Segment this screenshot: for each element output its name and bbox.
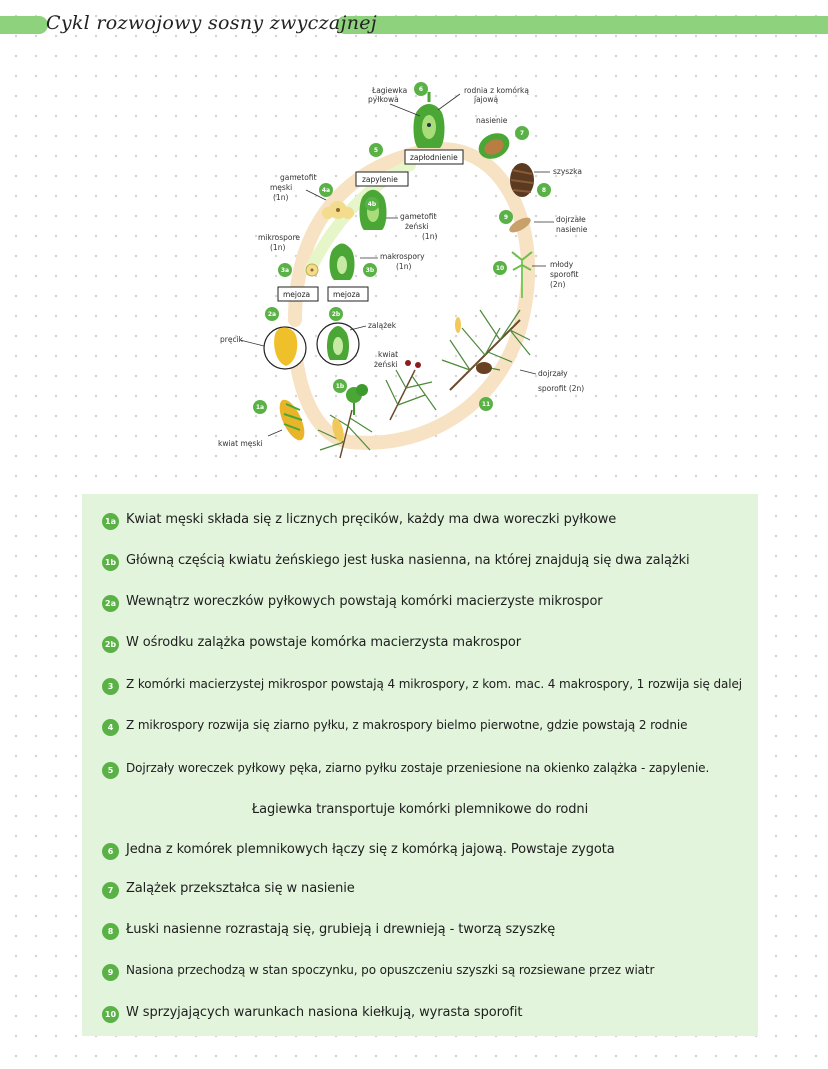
badge-2a (265, 307, 279, 321)
label-lagiewka-1: Łagiewka (372, 86, 408, 95)
note-text: Z komórki macierzystej mikrospor powstają 4 mikrospory, z kom. mac. 4 makrospory, 1 rozwija się dalej (126, 677, 742, 691)
note-2b (82, 632, 758, 658)
note-badge: 8 (102, 923, 119, 940)
note-text: Nasiona przechodzą w stan spoczynku, po opuszczeniu szyszki są rozsiewane przez wiatr (126, 963, 655, 977)
badge-3a (278, 263, 292, 277)
label-gametofit-zenski-2: żeński (405, 222, 429, 231)
pine-cone-icon (510, 163, 534, 197)
note-text: Dojrzały woreczek pyłkowy pęka, ziarno pyłku zostaje przeniesione na okienko zalążka - zapylenie. (126, 761, 710, 775)
title-accent-left (0, 16, 48, 34)
svg-text:5: 5 (373, 147, 379, 154)
label-rodnia-1: rodnia z komórką (464, 86, 529, 95)
svg-text:1b: 1b (335, 383, 345, 390)
label-mikrospore-2: (1n) (270, 243, 286, 252)
note-badge: 1b (102, 554, 119, 571)
label-mlody-3: (2n) (550, 280, 566, 289)
badge-2b (329, 307, 343, 321)
badge-1a (253, 400, 267, 414)
ovule-fertilization-icon (414, 92, 445, 148)
svg-text:6: 6 (418, 86, 424, 93)
note-7 (82, 878, 758, 904)
label-kwiat-zenski-1: kwiat (378, 350, 399, 359)
note-badge: 9 (102, 964, 119, 981)
badge-3b (363, 263, 377, 277)
note-badge: 2b (102, 636, 119, 653)
label-makrospory-2: (1n) (396, 262, 412, 271)
note-9 (82, 960, 758, 986)
note-text: W sprzyjających warunkach nasiona kiełkują, wyrasta sporofit (126, 1005, 523, 1020)
note-badge: 2a (102, 595, 119, 612)
note-badge: 4 (102, 719, 119, 736)
label-mejoza-b: mejoza (333, 290, 361, 299)
note-1a (82, 509, 758, 535)
label-zalazek: zalążek (368, 321, 397, 330)
female-flower-icon (346, 384, 368, 415)
note-badge: 1a (102, 513, 119, 530)
label-kwiat-zenski-2: żeński (374, 360, 398, 369)
megaspore-icon (330, 244, 355, 281)
note-5 (82, 758, 758, 784)
svg-text:3b: 3b (365, 267, 375, 274)
badge-5 (369, 143, 383, 157)
note-badge: 7 (102, 882, 119, 899)
note-5-continued (82, 799, 758, 825)
label-zapylenie: zapylenie (362, 175, 398, 184)
note-text: Wewnątrz woreczków pyłkowych powstają komórki macierzyste mikrospor (126, 594, 603, 609)
svg-text:8: 8 (541, 187, 547, 194)
label-rodnia-2: jajową (474, 95, 499, 104)
label-gametofit-zenski-3: (1n) (422, 232, 438, 241)
svg-text:4a: 4a (321, 187, 331, 194)
svg-text:7: 7 (519, 130, 525, 137)
badge-8 (537, 183, 551, 197)
note-badge: 3 (102, 678, 119, 695)
label-dojrzale-2: nasienie (556, 225, 588, 234)
label-makrospory-1: makrospory (380, 252, 425, 261)
note-badge: 5 (102, 762, 119, 779)
badge-9 (499, 210, 513, 224)
note-text: W ośrodku zalążka powstaje komórka macierzysta makrospor (126, 635, 521, 650)
note-4 (82, 715, 758, 741)
label-nasienie: nasienie (476, 116, 508, 125)
label-lagiewka-2: pyłkowa (368, 95, 399, 104)
badge-4b (365, 197, 379, 211)
label-zaplodnienie: zapłodnienie (410, 153, 458, 162)
svg-text:1a: 1a (255, 404, 265, 411)
label-mlody-2: sporofit (550, 270, 579, 279)
svg-text:11: 11 (481, 401, 491, 408)
page-title: Cykl rozwojowy sosny zwyczajnej (46, 12, 378, 34)
badge-6 (414, 82, 428, 96)
note-text: Z mikrospory rozwija się ziarno pyłku, z makrospory bielmo pierwotne, gdzie powstają 2 rodnie (126, 718, 688, 732)
svg-text:2b: 2b (331, 311, 341, 318)
label-gametofit-zenski-1: gametofit (400, 212, 437, 221)
label-dojrzaly-1: dojrzały (538, 369, 568, 378)
title-accent-right (336, 16, 828, 34)
label-dojrzale-1: dojrzałe (556, 215, 586, 224)
title-bar (0, 12, 828, 36)
note-10 (82, 1002, 758, 1028)
note-text: Jedna z komórek plemnikowych łączy się z komórką jajową. Powstaje zygota (126, 842, 615, 857)
note-6 (82, 839, 758, 865)
note-text: Zalążek przekształca się w nasienie (126, 881, 355, 896)
svg-text:10: 10 (495, 265, 505, 272)
note-2a (82, 591, 758, 617)
label-mlody-1: młody (550, 260, 574, 269)
badge-4a (319, 183, 333, 197)
notes-panel (82, 494, 758, 1036)
badge-11 (479, 397, 493, 411)
badge-10 (493, 261, 507, 275)
label-dojrzaly-2: sporofit (2n) (538, 384, 585, 393)
svg-text:4b: 4b (367, 201, 377, 208)
note-badge: 6 (102, 843, 119, 860)
label-szyszka: szyszka (553, 167, 582, 176)
label-mikrospore-1: mikrospore (258, 233, 301, 242)
label-gametofit-meski-2: męski (270, 183, 293, 192)
label-gametofit-meski-3: (1n) (273, 193, 289, 202)
label-precik: pręcik (220, 335, 244, 344)
label-gametofit-meski-1: gametofit (280, 173, 317, 182)
note-text: Kwiat męski składa się z licznych pręcików, każdy ma dwa woreczki pyłkowe (126, 512, 617, 527)
svg-text:3a: 3a (280, 267, 290, 274)
svg-text:9: 9 (503, 214, 509, 221)
pine-twig-icon (386, 360, 436, 420)
note-badge: 10 (102, 1006, 119, 1023)
label-kwiat-meski: kwiat męski (218, 439, 263, 448)
badge-1b (333, 379, 347, 393)
note-text: Łuski nasienne rozrastają się, grubieją i drewnieją - tworzą szyszkę (126, 922, 556, 937)
note-1b (82, 550, 758, 576)
badge-7 (515, 126, 529, 140)
note-3 (82, 674, 758, 700)
life-cycle-diagram (200, 70, 620, 470)
svg-text:2a: 2a (267, 311, 277, 318)
note-text: Główną częścią kwiatu żeńskiego jest łuska nasienna, na której znajdują się dwa zalążki (126, 553, 690, 568)
label-mejoza-a: mejoza (283, 290, 311, 299)
note-text: Łagiewka transportuje komórki plemnikowe do rodni (251, 802, 589, 817)
note-8 (82, 919, 758, 945)
